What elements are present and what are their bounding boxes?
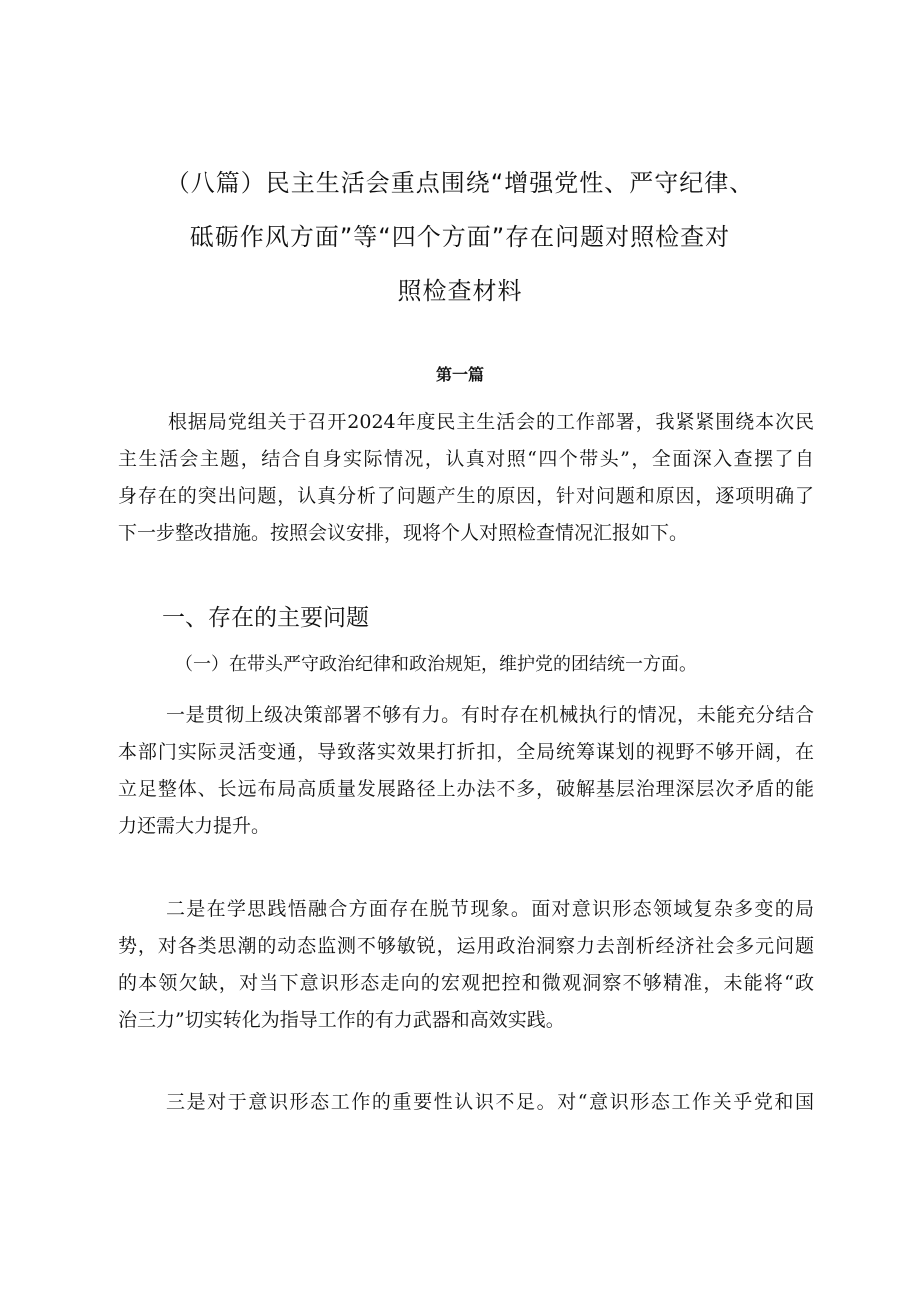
paragraph-line: 的本领欠缺，对当下意识形态走向的宏观把控和微观洞察不够精准，未能将“政	[118, 972, 814, 994]
document-title	[110, 156, 810, 318]
paragraph-line: 立足整体、长远布局高质量发展路径上办法不多，破解基层治理深层次矛盾的能	[118, 778, 814, 800]
title-line: （八篇）民主生活会重点围绕“增强党性、严守纪律、	[165, 169, 755, 197]
point-1-paragraph	[118, 697, 814, 845]
paragraph-line: 一是贯彻上级决策部署不够有力。有时存在机械执行的情况，未能充分结合	[166, 704, 814, 726]
paragraph-line: 二是在学思践悟融合方面存在脱节现象。面对意识形态领域复杂多变的局	[166, 898, 814, 920]
point-2-paragraph	[118, 891, 814, 1039]
subsection-heading: （一）在带头严守政治纪律和政治规矩，维护党的团结统一方面。	[175, 654, 697, 675]
paragraph-line: 力还需大力提升。	[118, 815, 271, 837]
paragraph-line: 身存在的突出问题，认真分析了问题产生的原因，针对问题和原因，逐项明确了	[118, 485, 814, 507]
title-line: 照检查材料	[397, 277, 523, 305]
paragraph-line: 主生活会主题，结合自身实际情况，认真对照“四个带头”，全面深入查摆了自	[118, 448, 814, 470]
paragraph-line: 三是对于意识形态工作的重要性认识不足。对“意识形态工作关乎党和国	[166, 1091, 814, 1113]
paragraph-line: 根据局党组关于召开2024年度民主生活会的工作部署，我紧紧围绕本次民	[168, 411, 814, 433]
title-line: 砥砺作风方面”等“四个方面”存在问题对照检查对	[189, 223, 731, 251]
paragraph-line: 下一步整改措施。按照会议安排，现将个人对照检查情况汇报如下。	[118, 522, 689, 544]
paragraph-line: 治三力”切实转化为指导工作的有力武器和高效实践。	[118, 1009, 565, 1031]
point-3-paragraph	[118, 1084, 814, 1121]
paragraph-line: 本部门实际灵活变通，导致落实效果打折扣，全局统筹谋划的视野不够开阔，在	[118, 741, 814, 763]
paragraph-line: 势，对各类思潮的动态监测不够敏锐，运用政治洞察力去剖析经济社会多元问题	[118, 935, 814, 957]
section-heading: 一、存在的主要问题	[162, 605, 369, 631]
intro-paragraph	[118, 404, 814, 552]
section-label: 第一篇	[435, 365, 484, 384]
